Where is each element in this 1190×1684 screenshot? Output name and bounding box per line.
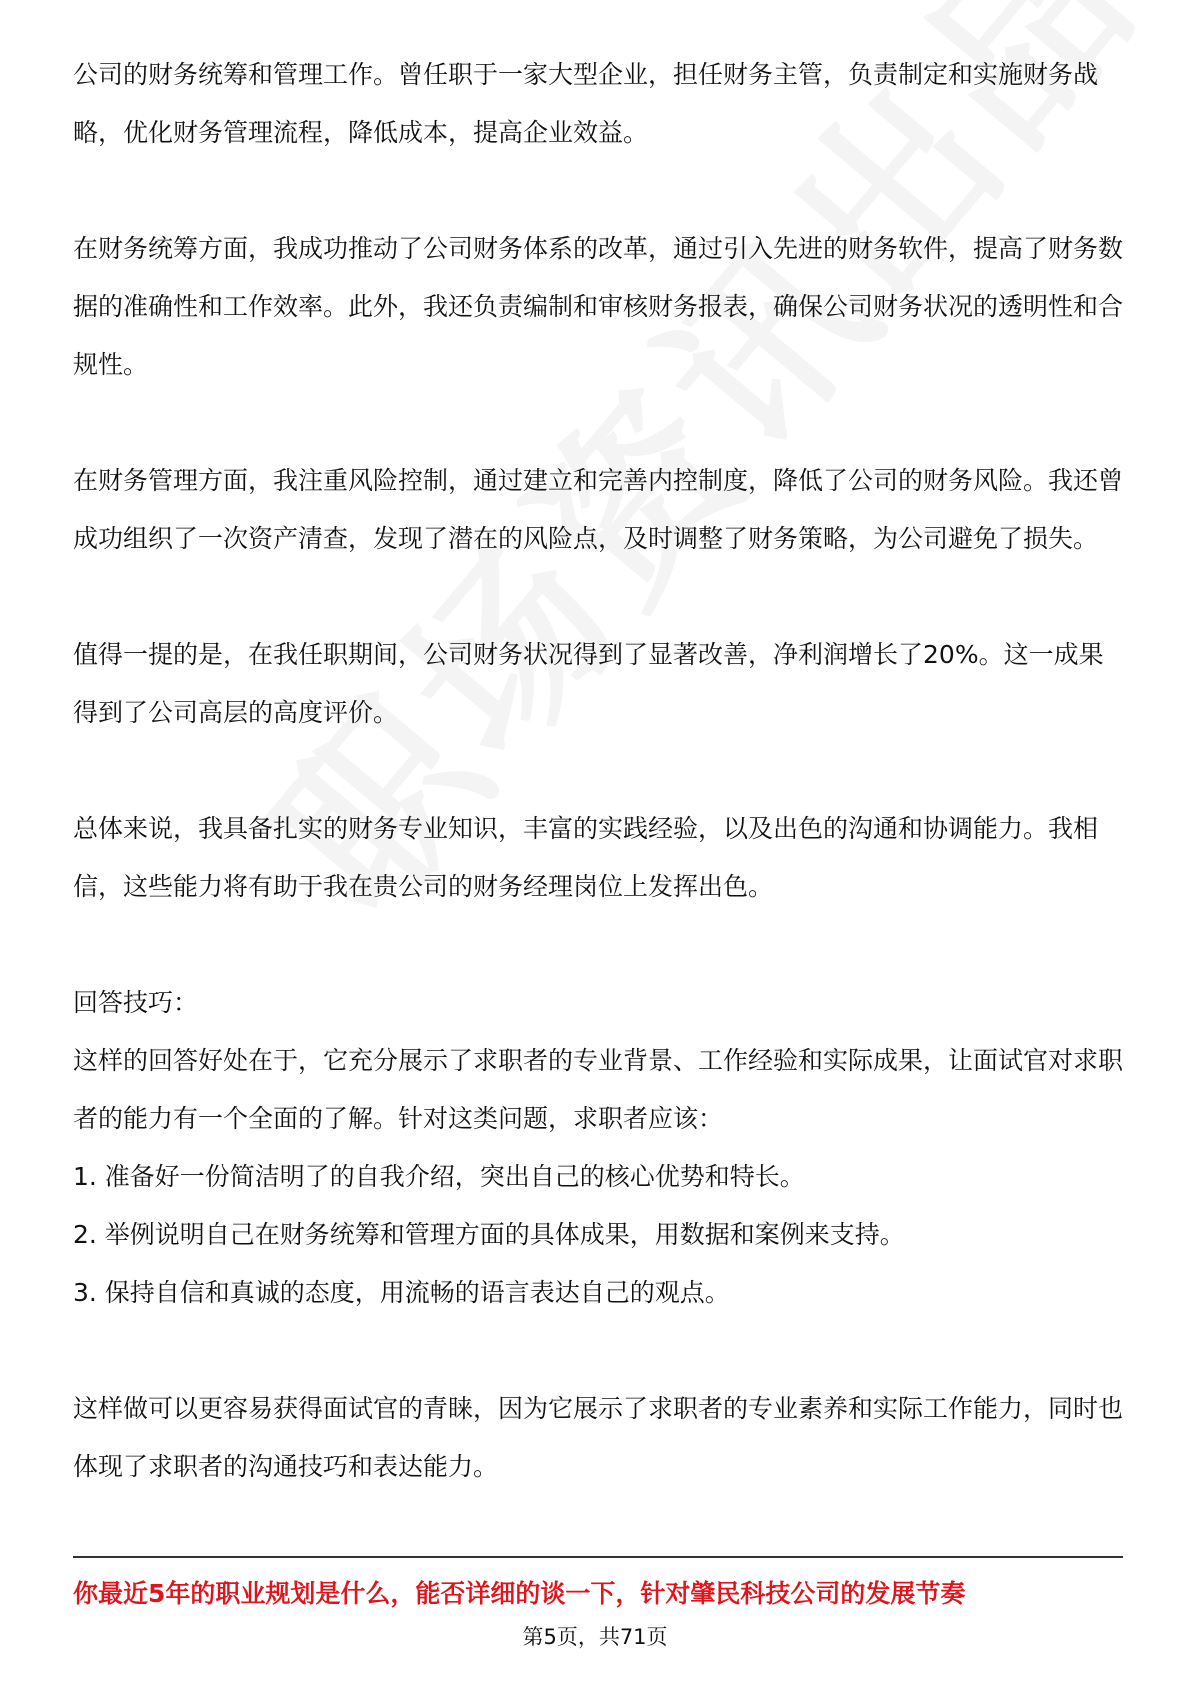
paragraph-1: 公司的财务统筹和管理工作。曾任职于一家大型企业，担任财务主管，负责制定和实施财务战略，优化财务管理流程，降低成本，提高企业效益。 (73, 60, 1099, 147)
next-question-heading: 你最近5年的职业规划是什么，能否详细的谈一下，针对肇民科技公司的发展节奏 (73, 1579, 966, 1608)
tips-intro: 这样的回答好处在于，它充分展示了求职者的专业背景、工作经验和实际成果，让面试官对求职者的能力有一个全面的了解。针对这类问题，求职者应该： (73, 1046, 1124, 1133)
paragraph-4: 值得一提的是，在我任职期间，公司财务状况得到了显著改善，净利润增长了20%。这一成果得到了公司高层的高度评价。 (73, 640, 1104, 727)
document-body (73, 46, 1123, 1496)
page-number: 第5页，共71页 (522, 1625, 668, 1649)
tip-item-2: 2. 举例说明自己在财务统筹和管理方面的具体成果，用数据和案例来支持。 (73, 1220, 905, 1249)
tip-item-1: 1. 准备好一份简洁明了的自我介绍，突出自己的核心优势和特长。 (73, 1162, 805, 1191)
tip-item-3: 3. 保持自信和真诚的态度，用流畅的语言表达自己的观点。 (73, 1278, 730, 1307)
tips-conclusion: 这样做可以更容易获得面试官的青睐，因为它展示了求职者的专业素养和实际工作能力，同时也体现了求职者的沟通技巧和表达能力。 (73, 1394, 1124, 1481)
footer-divider (73, 1556, 1123, 1558)
paragraph-3: 在财务管理方面，我注重风险控制，通过建立和完善内控制度，降低了公司的财务风险。我还曾成功组织了一次资产清查，发现了潜在的风险点，及时调整了财务策略，为公司避免了损失。 (73, 466, 1124, 553)
paragraph-5: 总体来说，我具备扎实的财务专业知识，丰富的实践经验，以及出色的沟通和协调能力。我相信，这些能力将有助于我在贵公司的财务经理岗位上发挥出色。 (73, 814, 1099, 901)
tips-heading: 回答技巧： (73, 988, 199, 1017)
paragraph-2: 在财务统筹方面，我成功推动了公司财务体系的改革，通过引入先进的财务软件，提高了财务数据的准确性和工作效率。此外，我还负责编制和审核财务报表，确保公司财务状况的透明性和合规性。 (73, 234, 1124, 379)
